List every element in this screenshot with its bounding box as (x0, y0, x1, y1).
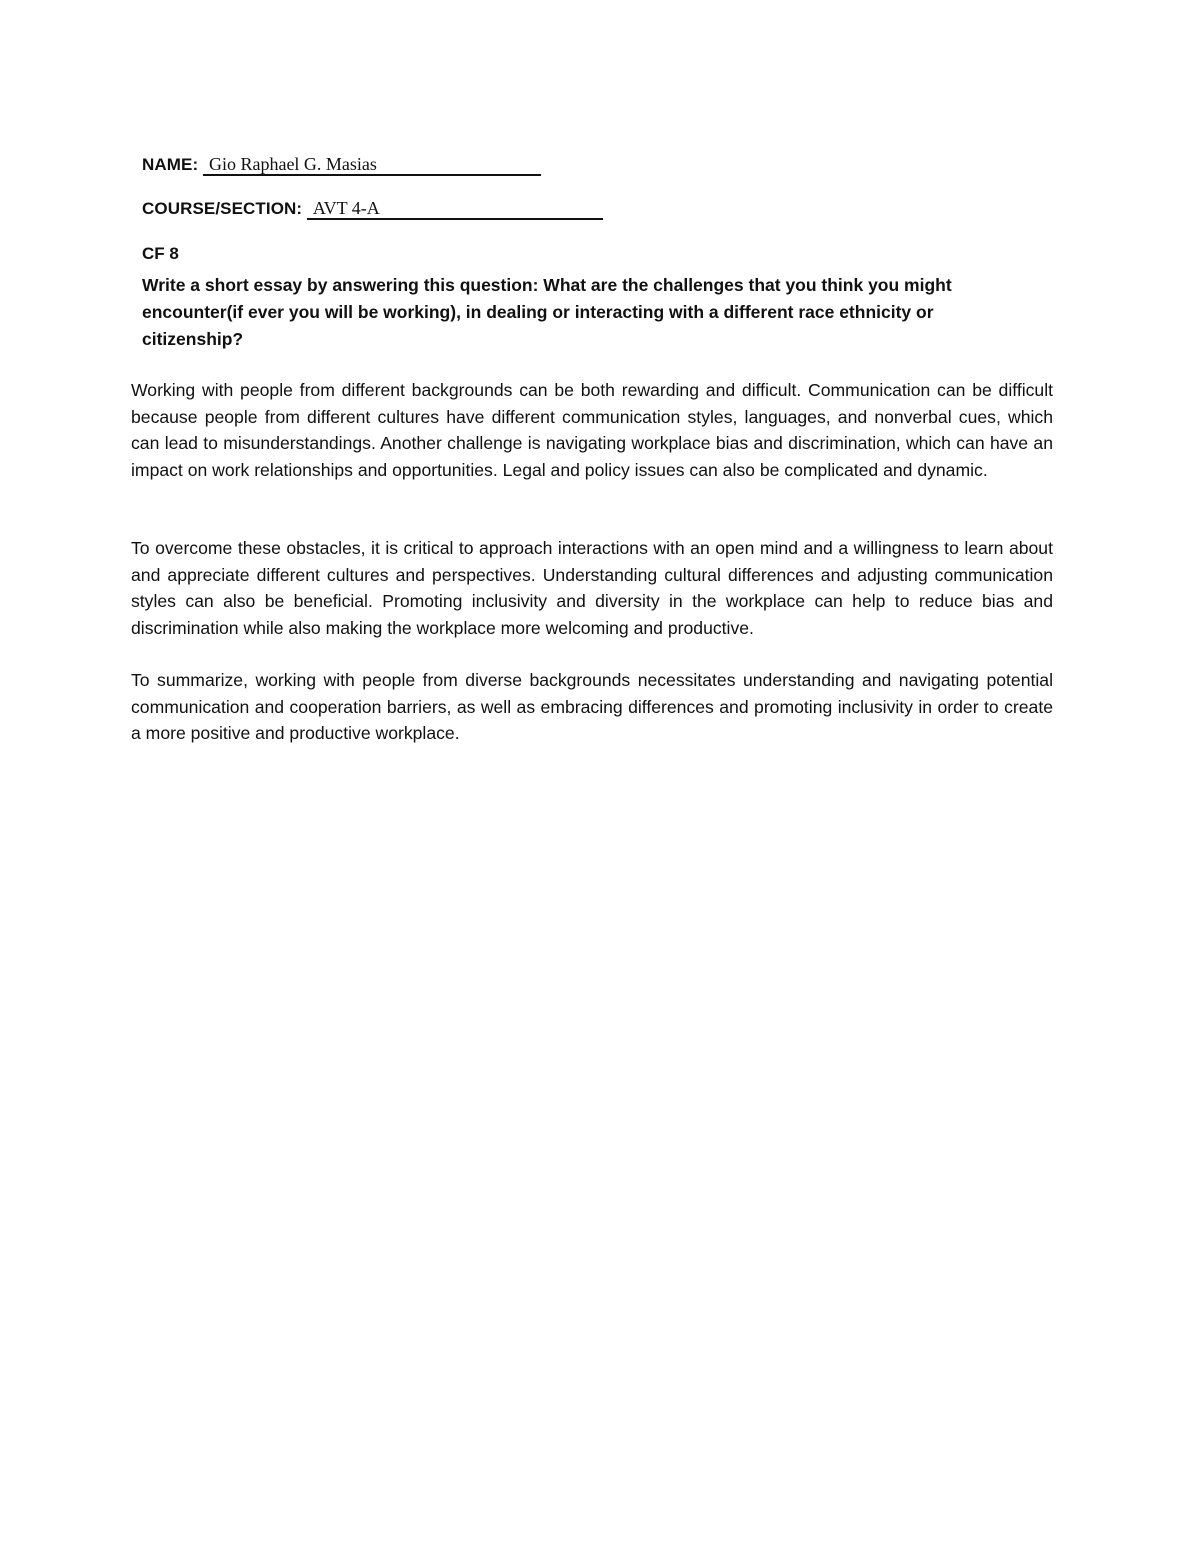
course-section-value: AVT 4-A (307, 198, 603, 220)
name-field (142, 154, 541, 176)
course-section-label: COURSE/SECTION: (142, 199, 303, 218)
name-label: NAME: (142, 155, 199, 174)
essay-paragraph: Working with people from different backgrounds can be both rewarding and difficult. Communication can be difficult because people from different cultures have different communication styles, languages, and nonverbal cues, which can lead to misunderstandings. Another challenge is navigating workplace bias and discrimination, which can have an impact on work relationships and opportunities. Legal and policy issues can also be complicated and dynamic. (131, 380, 1053, 480)
name-value: Gio Raphael G. Masias (203, 154, 541, 176)
essay-question: Write a short essay by answering this question: What are the challenges that you think you might encounter(if ever you will be working), in dealing or interacting with a different race ethnicity or citizenship? (142, 275, 952, 349)
essay-paragraph: To summarize, working with people from diverse backgrounds necessitates understanding and navigating potential communication and cooperation barriers, as well as embracing differences and promoting inclusivity in order to create a more positive and productive workplace. (131, 670, 1053, 743)
course-section-field (142, 198, 603, 220)
assignment-code: CF 8 (142, 244, 179, 263)
essay-paragraph: To overcome these obstacles, it is critical to approach interactions with an open mind and a willingness to learn about and appreciate different cultures and perspectives. Understanding cultural differences and adjusting communication styles can also be beneficial. Promoting inclusivity and diversity in the workplace can help to reduce bias and discrimination while also making the workplace more welcoming and productive. (131, 538, 1053, 638)
